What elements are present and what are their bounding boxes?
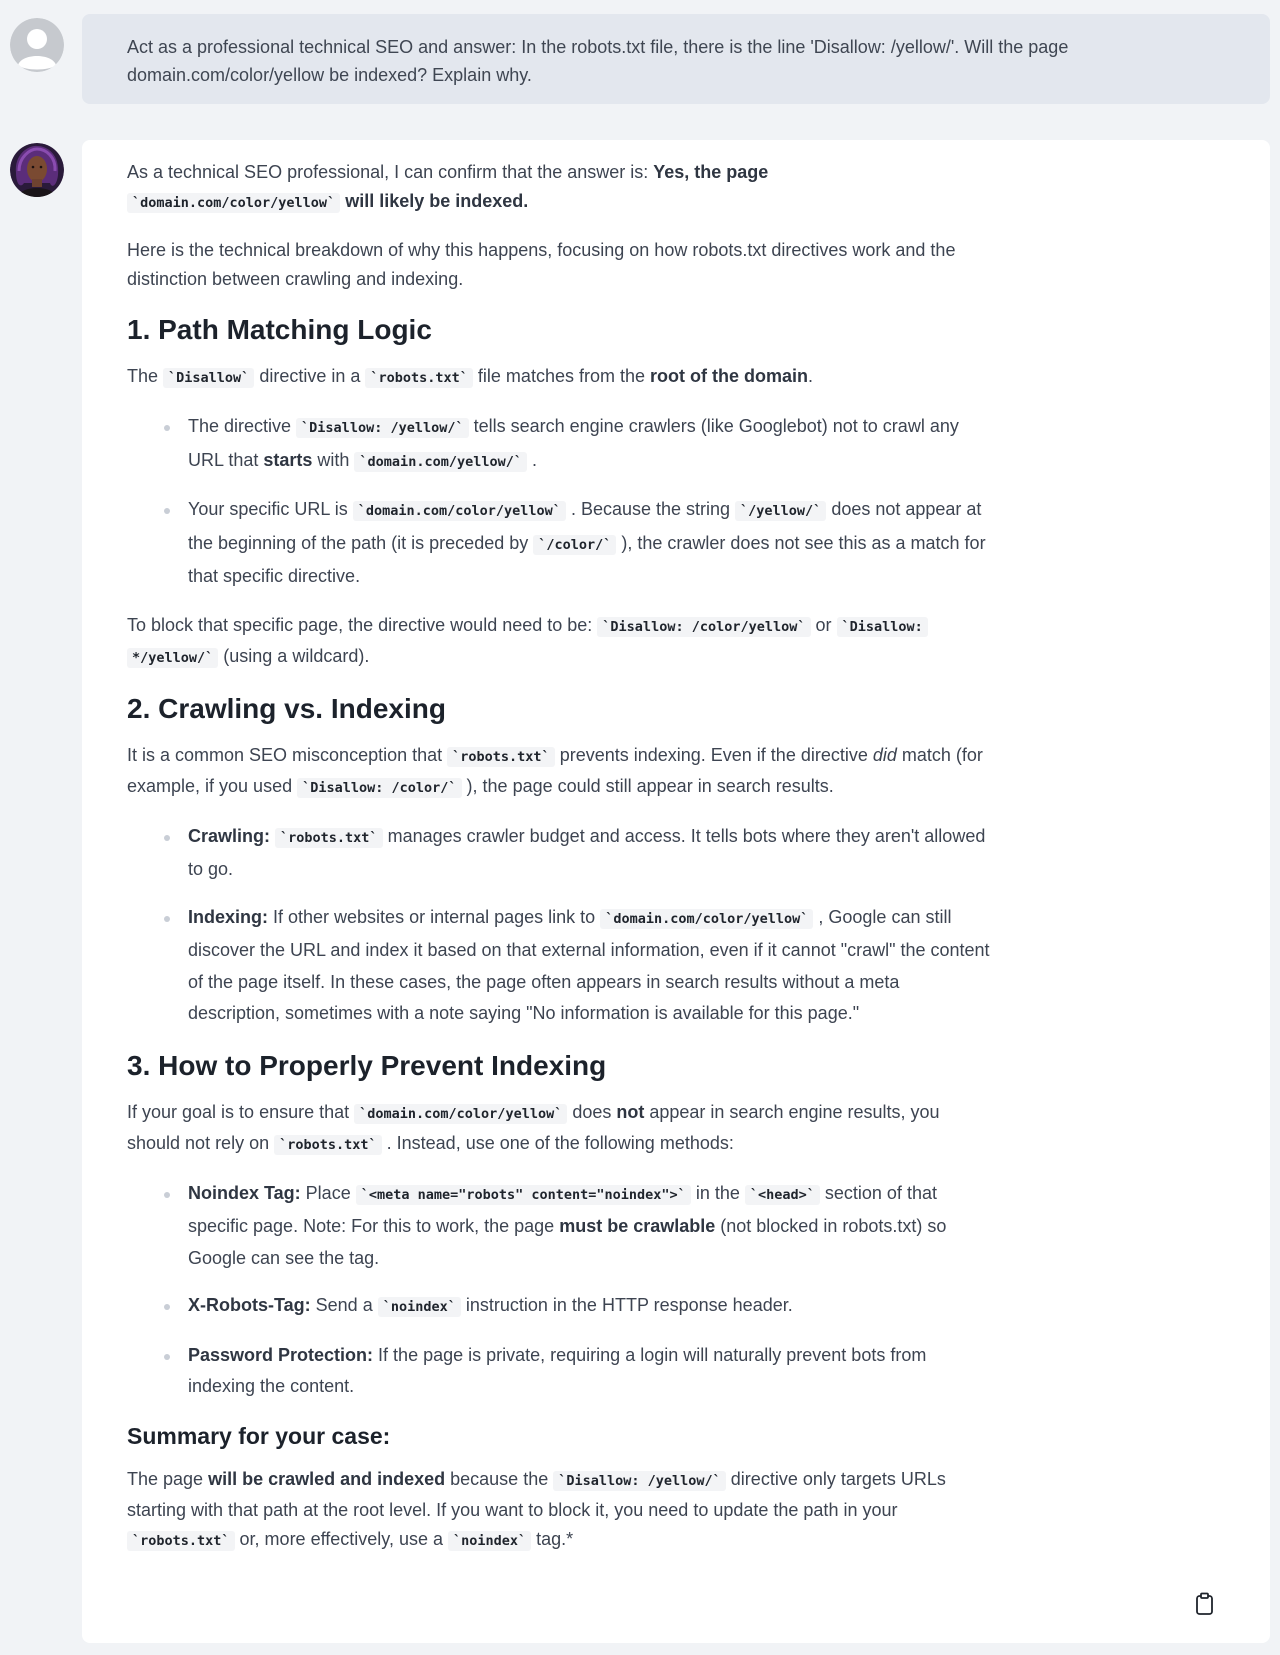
list-item (163, 494, 995, 593)
bold-text: root of the domain (650, 366, 808, 386)
list-item (163, 411, 995, 478)
section-1-list (163, 411, 995, 593)
text-span: If other websites or internal pages link to (268, 906, 601, 927)
assistant-avatar (10, 143, 64, 197)
inline-code: `Disallow: /color/` (297, 778, 461, 798)
inline-code: `noindex` (378, 1297, 461, 1317)
bold-text: Crawling: (188, 825, 271, 846)
text-span: It is a common SEO misconception that (127, 744, 448, 765)
italic-text: did (872, 744, 897, 765)
text-span: with (312, 449, 355, 470)
text-span: tells search engine crawlers (like Googlebot) not to crawl any URL that (188, 416, 959, 470)
list-item (163, 1178, 995, 1275)
inline-code: `domain.com/color/yellow` (600, 909, 813, 929)
text-span: instruction in the HTTP response header. (460, 1295, 793, 1315)
text-span: The directive (188, 416, 297, 436)
intro-text: As a technical SEO professional, I can confirm that the answer is: (127, 162, 654, 182)
text-span: (not blocked in robots.txt) so Google can see the tag. (188, 1216, 947, 1268)
text-span: section of that specific page. Note: For this to work, the page (188, 1182, 937, 1236)
text-span: file matches from the (472, 366, 650, 386)
user-message-text: Act as a professional technical SEO and answer: In the robots.txt file, there is the line 'Disallow: /yellow/'. Will the page domain.com/color/yellow be indexed? Explain why. (127, 37, 1069, 85)
text-span: . (807, 366, 813, 386)
summary-heading: Summary for your case: (127, 1422, 391, 1449)
inline-code: `/color/` (533, 535, 616, 555)
text-span: Your specific URL is (188, 499, 353, 519)
bold-text: not (616, 1101, 645, 1122)
list-item (163, 902, 995, 1030)
bold-text: X-Robots-Tag: (188, 1295, 311, 1315)
text-span: Place (300, 1182, 356, 1203)
list-item (163, 821, 995, 886)
user-avatar-icon (10, 18, 64, 72)
breakdown-paragraph: Here is the technical breakdown of why this happens, focusing on how robots.txt directives work and the distinction between crawling and indexing. (127, 240, 956, 289)
section-1-block-paragraph (127, 611, 995, 673)
text-span: in the (690, 1182, 745, 1203)
intro-code: `domain.com/color/yellow` (127, 193, 340, 213)
inline-code: `robots.txt` (365, 368, 473, 388)
text-span: To block that specific page, the directive would need to be: (127, 614, 598, 635)
bold-text: must be crawlable (559, 1216, 716, 1236)
text-span: (using a wildcard). (218, 645, 370, 666)
section-3-list (163, 1178, 995, 1403)
clipboard-icon (1192, 1591, 1218, 1617)
inline-code: `domain.com/color/yellow` (353, 501, 566, 521)
inline-code: `Disallow: /color/yellow` (597, 617, 810, 637)
inline-code: `robots.txt` (274, 1135, 382, 1155)
inline-code: `Disallow: /yellow/` (553, 1471, 726, 1491)
text-span: match (for example, if you used (127, 744, 983, 796)
assistant-message-card (82, 140, 1270, 1643)
text-span: prevents indexing. Even if the directive (554, 744, 873, 765)
intro-bold-1: Yes, the page (653, 162, 769, 182)
list-item (163, 1340, 995, 1403)
text-span: does (567, 1101, 617, 1122)
text-span: If the page is private, requiring a login will naturally prevent bots from indexing the content. (188, 1344, 927, 1396)
text-span: ), the page could still appear in search results. (461, 775, 834, 796)
inline-code: `Disallow` (163, 368, 254, 388)
inline-code: `Disallow: /yellow/` (296, 418, 469, 438)
intro-paragraph (127, 158, 995, 218)
text-span: directive in a (254, 366, 366, 386)
text-span: or, more effectively, use a (234, 1528, 448, 1549)
text-span: directive only targets URLs starting with that path at the root level. If you want to block it, you need to update the path in your (127, 1468, 946, 1520)
section-3-heading: 3. How to Properly Prevent Indexing (127, 1049, 607, 1081)
summary-paragraph (127, 1465, 995, 1556)
inline-code: */yellow/` (127, 648, 218, 668)
inline-code: `Disallow: (837, 617, 928, 637)
inline-code: `robots.txt` (127, 1531, 235, 1551)
section-1-heading: 1. Path Matching Logic (127, 314, 432, 345)
text-span: The (127, 366, 164, 386)
text-span: appear in search engine results, you should not rely on (127, 1101, 940, 1153)
section-1-paragraph (127, 362, 995, 393)
text-span: or (810, 614, 837, 635)
section-2-heading: 2. Crawling vs. Indexing (127, 692, 446, 724)
section-2-paragraph (127, 741, 995, 803)
inline-code: `<meta name="robots" content="noindex">` (356, 1185, 691, 1205)
text-span: If your goal is to ensure that (127, 1101, 355, 1122)
assistant-message-content (127, 158, 995, 1574)
inline-code: `domain.com/yellow/` (354, 452, 527, 472)
inline-code: `robots.txt` (275, 828, 383, 848)
text-span: does not appear at the beginning of the path (it is preceded by (188, 499, 982, 553)
bold-text: Password Protection: (188, 1344, 374, 1365)
text-span: . Because the string (565, 499, 736, 519)
bold-text: Noindex Tag: (188, 1182, 301, 1203)
user-message-bubble (82, 14, 1270, 104)
bold-text: Indexing: (188, 906, 268, 927)
bold-text: starts (263, 449, 313, 470)
text-span: Send a (310, 1295, 378, 1315)
text-span: The page (127, 1468, 209, 1489)
section-2-list (163, 821, 995, 1030)
text-span: ), the crawler does not see this as a match for that specific directive. (188, 532, 986, 586)
copy-button[interactable] (1192, 1591, 1218, 1617)
text-span: manages crawler budget and access. It tells bots where they aren't allowed to go. (188, 825, 986, 879)
section-3-paragraph (127, 1098, 995, 1160)
inline-code: `domain.com/color/yellow` (354, 1104, 567, 1124)
text-span: tag.* (531, 1528, 574, 1549)
text-span: because the (445, 1468, 554, 1489)
intro-bold-2: will likely be indexed. (345, 191, 529, 211)
inline-code: `robots.txt` (447, 747, 555, 767)
text-span: , Google can still discover the URL and index it based on that external information, even if it cannot "crawl" the content of the page itself. In these cases, the page often appears in search results without a meta description, sometimes with a note saying "No information is available for this page." (188, 906, 990, 1023)
text-span: . (526, 449, 537, 470)
bold-text: will be crawled and indexed (208, 1468, 446, 1489)
inline-code: `<head>` (745, 1185, 820, 1205)
inline-code: `/yellow/` (735, 501, 826, 521)
inline-code: `noindex` (448, 1531, 531, 1551)
list-item (163, 1290, 995, 1324)
text-span: . Instead, use one of the following methods: (381, 1132, 734, 1153)
